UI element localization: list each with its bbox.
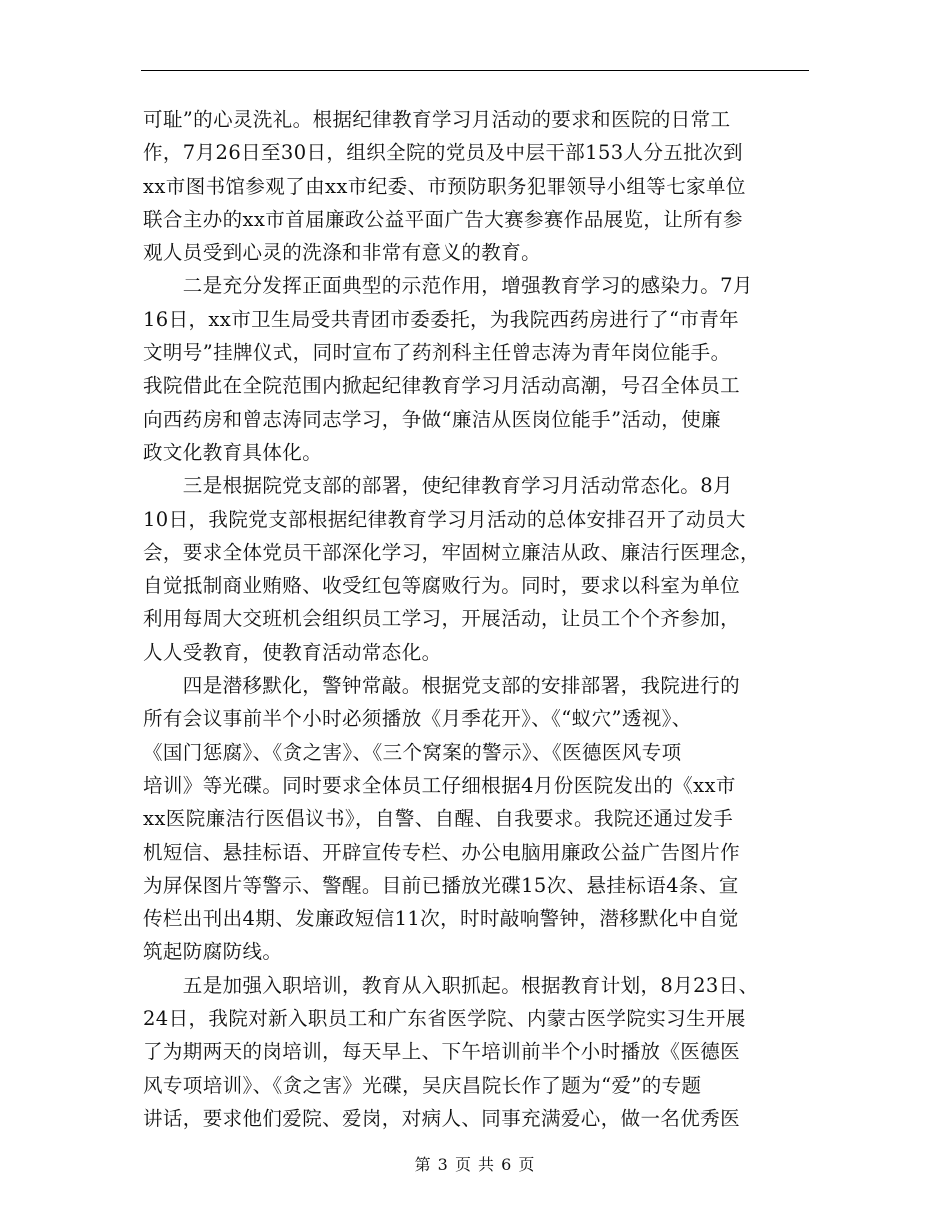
text-line: 培训》等光碟。同时要求全体员工仔细根据4月份医院发出的《xx市 [143, 773, 736, 797]
text-line: 风专项培训》、《贪之害》光碟，吴庆昌院长作了题为“爱”的专题 [143, 1073, 702, 1097]
page-number-footer: 第 3 页 共 6 页 [414, 1155, 536, 1174]
text-line: 10日，我院党支部根据纪律教育学习月活动的总体安排召开了动员大 [143, 507, 746, 531]
text-line: 五是加强入职培训，教育从入职抓起。根据教育计划，8月23日、 [143, 973, 759, 997]
text-line: 政文化教育具体化。 [143, 440, 323, 464]
text-line: 三是根据院党支部的部署，使纪律教育学习月活动常态化。8月 [143, 474, 733, 498]
text-line: 了为期两天的岗培训，每天早上、下午培训前半个小时播放《医德医 [143, 1040, 741, 1064]
text-line: 我院借此在全院范围内掀起纪律教育学习月活动高潮，号召全体员工 [143, 374, 741, 398]
text-line: 讲话，要求他们爱院、爱岗，对病人、同事充满爱心，做一名优秀医 [143, 1106, 741, 1130]
text-line: 二是充分发挥正面典型的示范作用，增强教育学习的感染力。7月 [143, 274, 753, 298]
text-line: 筑起防腐防线。 [143, 940, 283, 964]
text-line: 为屏保图片等警示、警醒。目前已播放光碟15次、悬挂标语4条、宣 [143, 873, 739, 897]
text-line: 所有会议事前半个小时必须播放《月季花开》、《“蚁穴”透视》、 [143, 707, 692, 731]
text-line: 向西药房和曾志涛同志学习，争做“廉洁从医岗位能手”活动，使廉 [143, 407, 721, 431]
text-line: 《国门惩腐》、《贪之害》、《三个窝案的警示》、《医德医风专项 [143, 740, 682, 764]
text-line: 人人受教育，使教育活动常态化。 [143, 640, 442, 664]
text-line: 24日，我院对新入职员工和广东省医学院、内蒙古医学院实习生开展 [143, 1007, 746, 1031]
text-line: 可耻”的心灵洗礼。根据纪律教育学习月活动的要求和医院的日常工 [143, 108, 731, 131]
text-line: 自觉抵制商业贿赂、收受红包等腐败行为。同时，要求以科室为单位 [143, 574, 741, 598]
text-line: xx医院廉洁行医倡议书》，自警、自醒、自我要求。我院还通过发手 [143, 807, 734, 831]
text-line: 联合主办的xx市首届廉政公益平面广告大赛参赛作品展览，让所有参 [143, 207, 743, 231]
text-line: 利用每周大交班机会组织员工学习，开展活动，让员工个个齐参加， [143, 607, 741, 631]
text-line: 会，要求全体党员干部深化学习，牢固树立廉洁从政、廉洁行医理念， [143, 540, 760, 564]
text-line: 文明号”挂牌仪式，同时宣布了药剂科主任曾志涛为青年岗位能手。 [143, 341, 731, 365]
text-line: 作，7月26日至30日，组织全院的党员及中层干部153人分五批次到 [143, 141, 743, 165]
text-line: 四是潜移默化，警钟常敲。根据党支部的安排部署，我院进行的 [143, 674, 741, 698]
text-line: xx市图书馆参观了由xx市纪委、市预防职务犯罪领导小组等七家单位 [143, 174, 746, 198]
text-line: 传栏出刊出4期、发廉政短信11次，时时敲响警钟，潜移默化中自觉 [143, 907, 739, 931]
body-text [143, 103, 813, 1135]
text-line: 观人员受到心灵的洗涤和非常有意义的教育。 [143, 241, 542, 265]
text-line: 16日，xx市卫生局受共青团市委委托，为我院西药房进行了“市青年 [143, 307, 740, 331]
text-line: 机短信、悬挂标语、开辟宣传专栏、办公电脑用廉政公益广告图片作 [143, 840, 741, 864]
header-rule [141, 70, 809, 71]
